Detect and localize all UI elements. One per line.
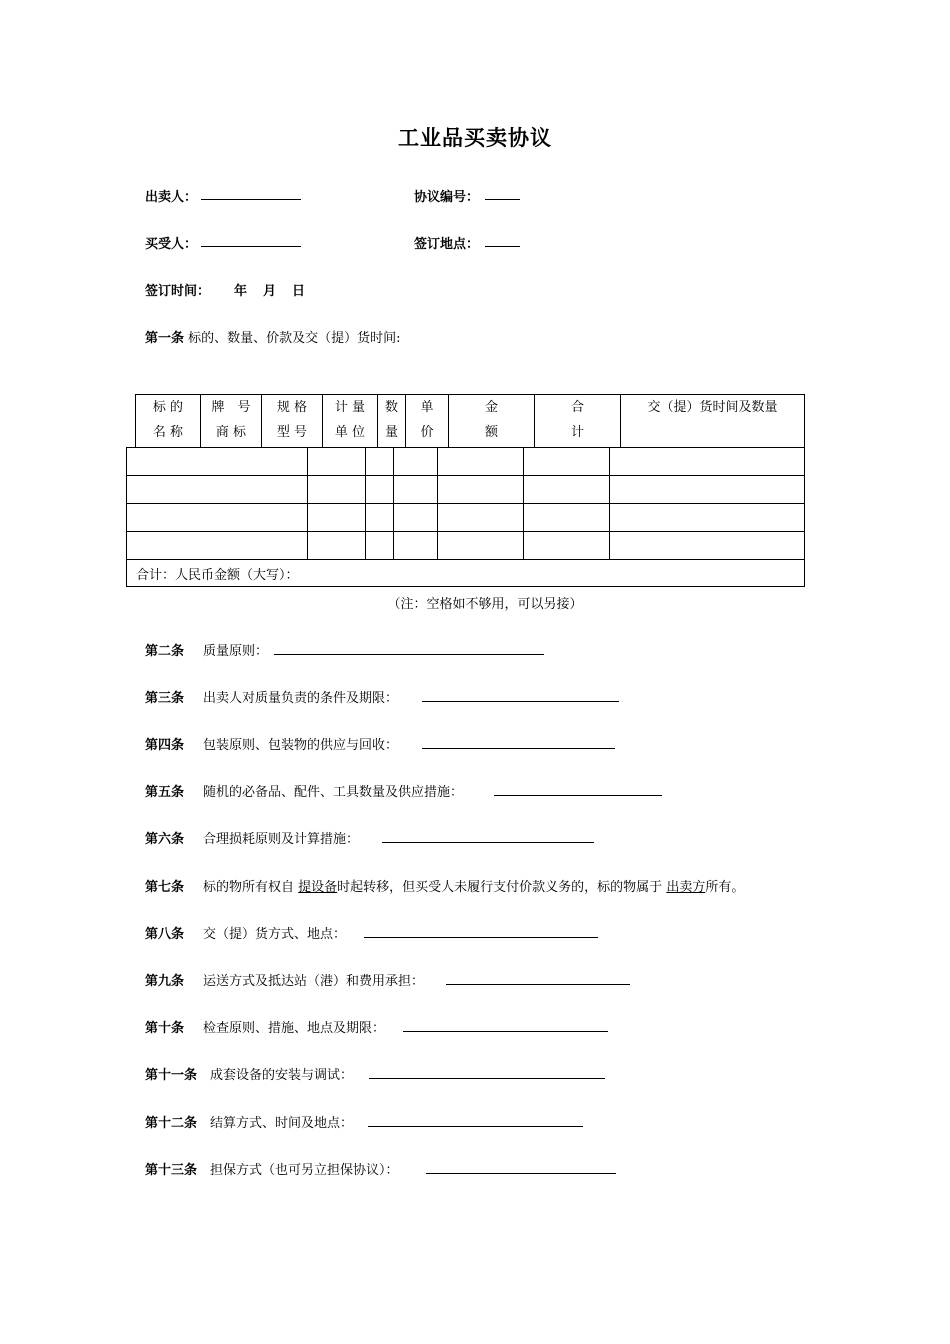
total-row — [127, 560, 805, 587]
items-table-body — [126, 447, 805, 587]
article-8: 第八条 交（提）货方式、地点： — [145, 927, 347, 942]
date-year: 年 — [234, 284, 248, 299]
article-5: 第五条 随机的必备品、配件、工具数量及供应措施： — [145, 785, 464, 800]
article-11-field[interactable] — [369, 1078, 605, 1079]
article-10: 第十条 检查原则、措施、地点及期限： — [145, 1021, 386, 1036]
article-4-field[interactable] — [422, 748, 615, 749]
total-label: 合计：人民币金额（大写）： — [127, 560, 805, 587]
buyer-field[interactable] — [201, 246, 301, 247]
sign-time-label: 签订时间： — [145, 284, 211, 299]
table-note: （注：空格如不够用，可以另接） — [387, 597, 583, 612]
ownership-holder: 出卖方 — [666, 880, 706, 895]
col-header-brand: 牌 号 商 标 — [201, 395, 262, 448]
article-3: 第三条 出卖人对质量负责的条件及期限： — [145, 691, 399, 706]
article-12-field[interactable] — [368, 1126, 583, 1127]
article-9: 第九条 运送方式及抵达站（港）和费用承担： — [145, 974, 425, 989]
buyer-label: 买受人： — [145, 237, 198, 252]
sign-place-label: 签订地点： — [414, 237, 480, 252]
article-4: 第四条 包装原则、包装物的供应与回收： — [145, 738, 399, 753]
document-title: 工业品买卖协议 — [398, 125, 552, 150]
col-header-quantity: 数 量 — [378, 395, 406, 448]
article-2: 第二条 质量原则： — [145, 644, 269, 659]
seller-label: 出卖人： — [145, 190, 198, 205]
article-13-field[interactable] — [426, 1173, 616, 1174]
col-header-unit: 计 量 单 位 — [323, 395, 378, 448]
article-8-field[interactable] — [364, 937, 598, 938]
contract-no-field[interactable] — [485, 199, 520, 200]
date-month: 月 — [263, 284, 277, 299]
col-header-unit-price: 单 价 — [406, 395, 449, 448]
article-11: 第十一条 成套设备的安装与调试： — [145, 1068, 354, 1083]
article-3-field[interactable] — [422, 701, 619, 702]
article-2-field[interactable] — [274, 654, 544, 655]
article-5-field[interactable] — [494, 795, 662, 796]
sign-place-field[interactable] — [485, 246, 520, 247]
article-7: 第七条 标的物所有权自 提设备时起转移，但买受人未履行支付价款义务的，标的物属于 出卖方所有。 — [145, 880, 745, 895]
article-6: 第六条 合理损耗原则及计算措施： — [145, 832, 360, 847]
ownership-transfer-condition: 提设备 — [298, 880, 338, 895]
article-6-field[interactable] — [382, 842, 594, 843]
article-13: 第十三条 担保方式（也可另立担保协议）： — [145, 1163, 399, 1178]
seller-field[interactable] — [201, 199, 301, 200]
items-table-header — [135, 394, 805, 448]
article-12: 第十二条 结算方式、时间及地点： — [145, 1116, 354, 1131]
article-10-field[interactable] — [403, 1031, 608, 1032]
table-row — [127, 448, 805, 476]
table-row — [127, 504, 805, 532]
date-day: 日 — [292, 284, 306, 299]
contract-no-label: 协议编号： — [414, 190, 480, 205]
table-row — [127, 532, 805, 560]
col-header-spec: 规 格 型 号 — [262, 395, 323, 448]
article-9-field[interactable] — [446, 984, 630, 985]
col-header-subtotal: 合 计 — [535, 395, 621, 448]
table-row — [127, 476, 805, 504]
col-header-name: 标 的 名 称 — [136, 395, 201, 448]
article-1-text: 标的、数量、价款及交（提）货时间: — [188, 331, 401, 346]
article-1 — [145, 327, 401, 346]
article-1-number: 第一条 — [145, 331, 185, 346]
col-header-amount: 金 额 — [449, 395, 535, 448]
col-header-delivery: 交（提）货时间及数量 — [621, 395, 805, 448]
